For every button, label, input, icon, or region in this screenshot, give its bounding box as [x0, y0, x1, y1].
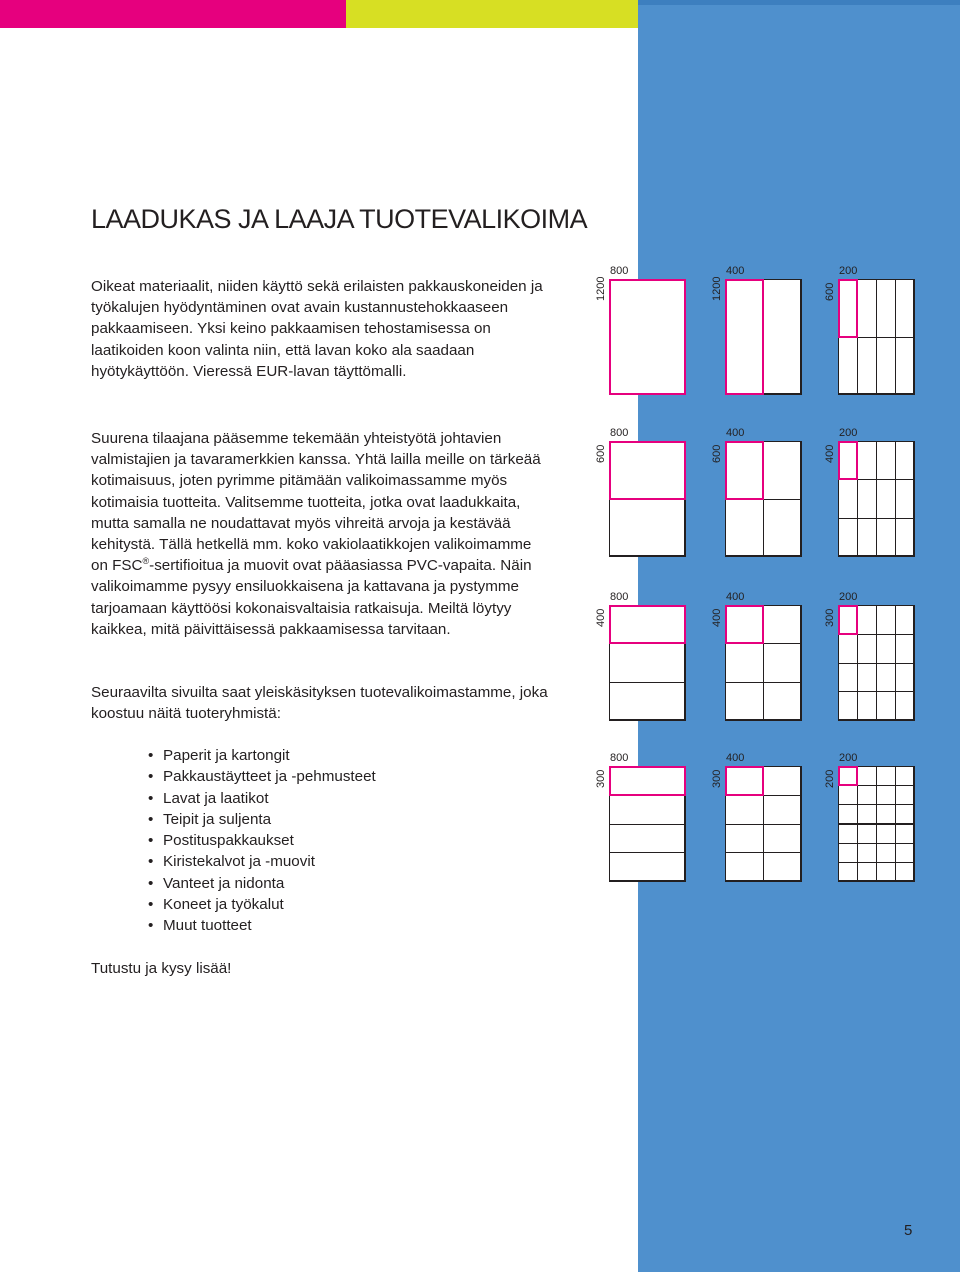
box-height-label: 1200 [595, 276, 607, 301]
overview-paragraph: Seuraavilta sivuilta saat yleiskäsityksen tuotevalikoimastamme, joka koostuu näitä tuoteryhmistä: [91, 684, 548, 723]
box-height-label: 400 [595, 608, 607, 627]
product-group-list [148, 745, 376, 937]
box-width-label: 400 [726, 265, 745, 277]
intro-paragraph: Oikeat materiaalit, niiden käyttö sekä erilaisten pakkauskoneiden ja työkalujen hyödyntäminen ovat avain kustannustehokkaaseen pakkaamiseen. Yksi keino pakkaamisen tehostamisessa on laatikoiden koon valinta niin, että lavan koko ala saadaan hyötykäyttöön. Vieressä EUR-lavan täyttömalli. [91, 278, 543, 380]
box-height-label: 300 [595, 769, 607, 788]
box-width-label: 400 [726, 752, 745, 764]
cooperation-text-end: -sertifioitua ja muovit ovat pääasiassa PVC-vapaita. Näin valikoimamme pysyy ensiluokkaisena ja kattavana ja pystymme tarjoamaan käyttöösi kokonaisvaltaisia ratkaisuja. Meiltä löytyy kaikkea, mitä päivittäisessä pakkaamisessa tarvitaan. [91, 557, 532, 638]
box-width-label: 200 [839, 265, 858, 277]
box-height-label: 300 [824, 608, 836, 627]
cooperation-paragraph [91, 428, 551, 640]
list-item: • Vanteet ja nidonta [148, 873, 376, 894]
box-width-label: 800 [610, 427, 629, 439]
cooperation-text-start: Suurena tilaajana pääsemme tekemään yhteistyötä johtavien valmistajien ja tavaramerkkien kanssa. Yhtä lailla meille on tärkeää kotimaisuus, joten pyrimme pitämään valikoimassamme myös kotimaisia tuotteita. Valitsemme tuotteita, jotka ovat laadukkaita, mutta samalla ne noudattavat myös vihreitä arvoja ja kestävää kehitystä. Tällä hetkellä mm. koko vakiolaatikkojen valikoimamme on FSC [91, 430, 541, 575]
page-title: LAADUKAS JA LAAJA TUOTEVALIKOIMA [91, 204, 588, 234]
list-item: • Teipit ja suljenta [148, 809, 376, 830]
box-height-label: 1200 [711, 276, 723, 301]
header-bar-yellow [346, 0, 638, 28]
list-item: • Pakkaustäytteet ja -pehmusteet [148, 766, 376, 787]
header-bar-magenta [0, 0, 346, 28]
list-item: • Postituspakkaukset [148, 830, 376, 851]
box-width-label: 800 [610, 265, 629, 277]
box-width-label: 400 [726, 591, 745, 603]
box-width-label: 400 [726, 427, 745, 439]
box-width-label: 800 [610, 591, 629, 603]
box-width-label: 200 [839, 752, 858, 764]
box-height-label: 600 [595, 444, 607, 463]
list-item: • Koneet ja työkalut [148, 894, 376, 915]
box-height-label: 300 [711, 769, 723, 788]
list-item: • Kiristekalvot ja -muovit [148, 851, 376, 872]
registered-mark: ® [142, 556, 150, 567]
page-number: 5 [904, 1222, 913, 1239]
box-height-label: 400 [824, 444, 836, 463]
side-panel [638, 0, 960, 1272]
box-height-label: 200 [824, 769, 836, 788]
box-height-label: 600 [711, 444, 723, 463]
list-item: • Muut tuotteet [148, 915, 376, 936]
list-item: • Lavat ja laatikot [148, 788, 376, 809]
list-item: • Paperit ja kartongit [148, 745, 376, 766]
box-height-label: 400 [711, 608, 723, 627]
closing-text: Tutustu ja kysy lisää! [91, 960, 232, 977]
box-height-label: 600 [824, 282, 836, 301]
box-width-label: 800 [610, 752, 629, 764]
box-width-label: 200 [839, 591, 858, 603]
box-width-label: 200 [839, 427, 858, 439]
